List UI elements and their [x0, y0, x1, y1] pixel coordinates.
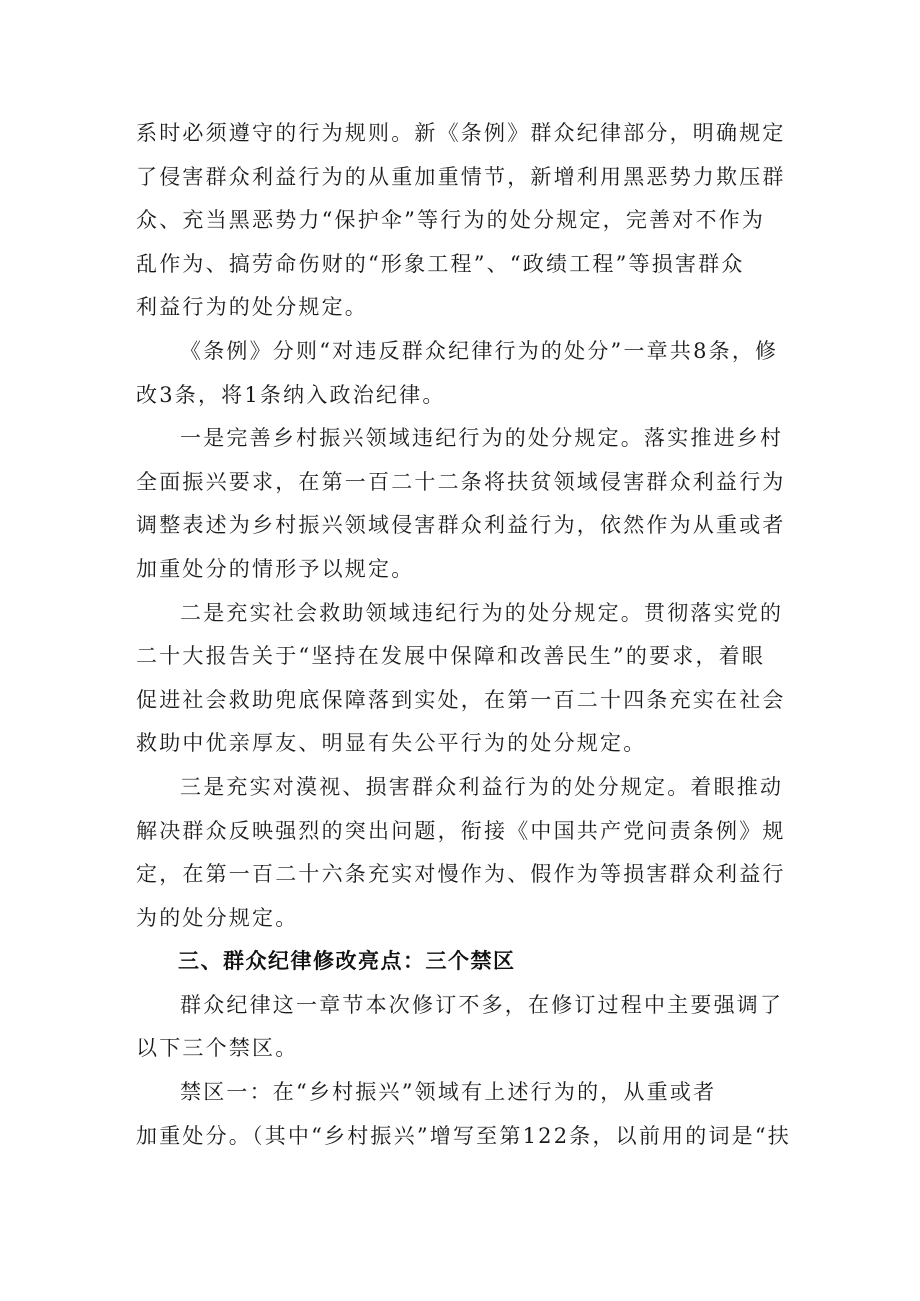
- text-line: 促进社会救助兜底保障落到实处，在第一百二十四条充实在社会: [136, 687, 786, 712]
- text-line: 三是充实对漠视、损害群众利益行为的处分规定。着眼推动: [180, 774, 784, 799]
- text-line: 救助中优亲厚友、明显有失公平行为的处分规定。: [136, 731, 647, 756]
- text-line: 乱作为、搞劳命伤财的“形象工程”、“政绩工程”等损害群众: [136, 251, 745, 276]
- paragraph-chapter-summary: [136, 330, 788, 417]
- paragraph-forbidden-zone-one: [136, 1071, 791, 1158]
- section-heading: 三、群众纪律修改亮点：三个禁区: [178, 949, 516, 974]
- text-line: 系时必须遵守的行为规则。新《条例》群众纪律部分，明确规定: [136, 121, 786, 145]
- text-line: 全面振兴要求，在第一百二十二条将扶贫领域侵害群众利益行为: [136, 469, 786, 494]
- document-page: [136, 112, 791, 1158]
- text-line: 改3条，将1条纳入政治纪律。: [136, 382, 446, 407]
- text-line: 加重处分。（其中“乡村振兴”增写至第122条，以前用的词是“扶: [136, 1123, 791, 1148]
- text-line: 二十大报告关于“坚持在发展中保障和改善民生”的要求，着眼: [136, 644, 766, 669]
- text-line: 了侵害群众利益行为的从重加重情节，新增利用黑恶势力欺压群: [136, 164, 786, 189]
- paragraph-mass-discipline-intro: [136, 112, 788, 330]
- text-line: 一是完善乡村振兴领域违纪行为的处分规定。落实推进乡村: [180, 426, 784, 451]
- text-line: 二是充实社会救助领域违纪行为的处分规定。贯彻落实党的: [180, 600, 784, 625]
- text-line: 以下三个禁区。: [136, 1036, 299, 1061]
- paragraph-three-forbidden-zones: [136, 984, 788, 1071]
- text-line: 群众纪律这一章节本次修订不多，在修订过程中主要强调了: [180, 992, 784, 1017]
- paragraph-social-assistance: [136, 592, 788, 766]
- text-line: 利益行为的处分规定。: [136, 295, 368, 320]
- text-line: 加重处分的情形予以规定。: [136, 556, 415, 581]
- text-line: 禁区一：在“乡村振兴”领域有上述行为的，从重或者: [180, 1080, 717, 1105]
- paragraph-rural-revitalization: [136, 417, 788, 591]
- text-line: 众、充当黑恶势力“保护伞”等行为的处分规定，完善对不作为: [136, 208, 766, 233]
- text-line: 为的处分规定。: [136, 905, 299, 930]
- text-line: 解决群众反映强烈的突出问题，衔接《中国共产党问责条例》规: [136, 818, 786, 843]
- paragraph-neglect-harm: [136, 766, 788, 940]
- text-line: 调整表述为乡村振兴领域侵害群众利益行为，依然作为从重或者: [136, 513, 786, 538]
- text-line: 定，在第一百二十六条充实对慢作为、假作为等损害群众利益行: [136, 862, 786, 887]
- text-line: 《条例》分则“对违反群众纪律行为的处分”一章共8条，修: [180, 338, 779, 363]
